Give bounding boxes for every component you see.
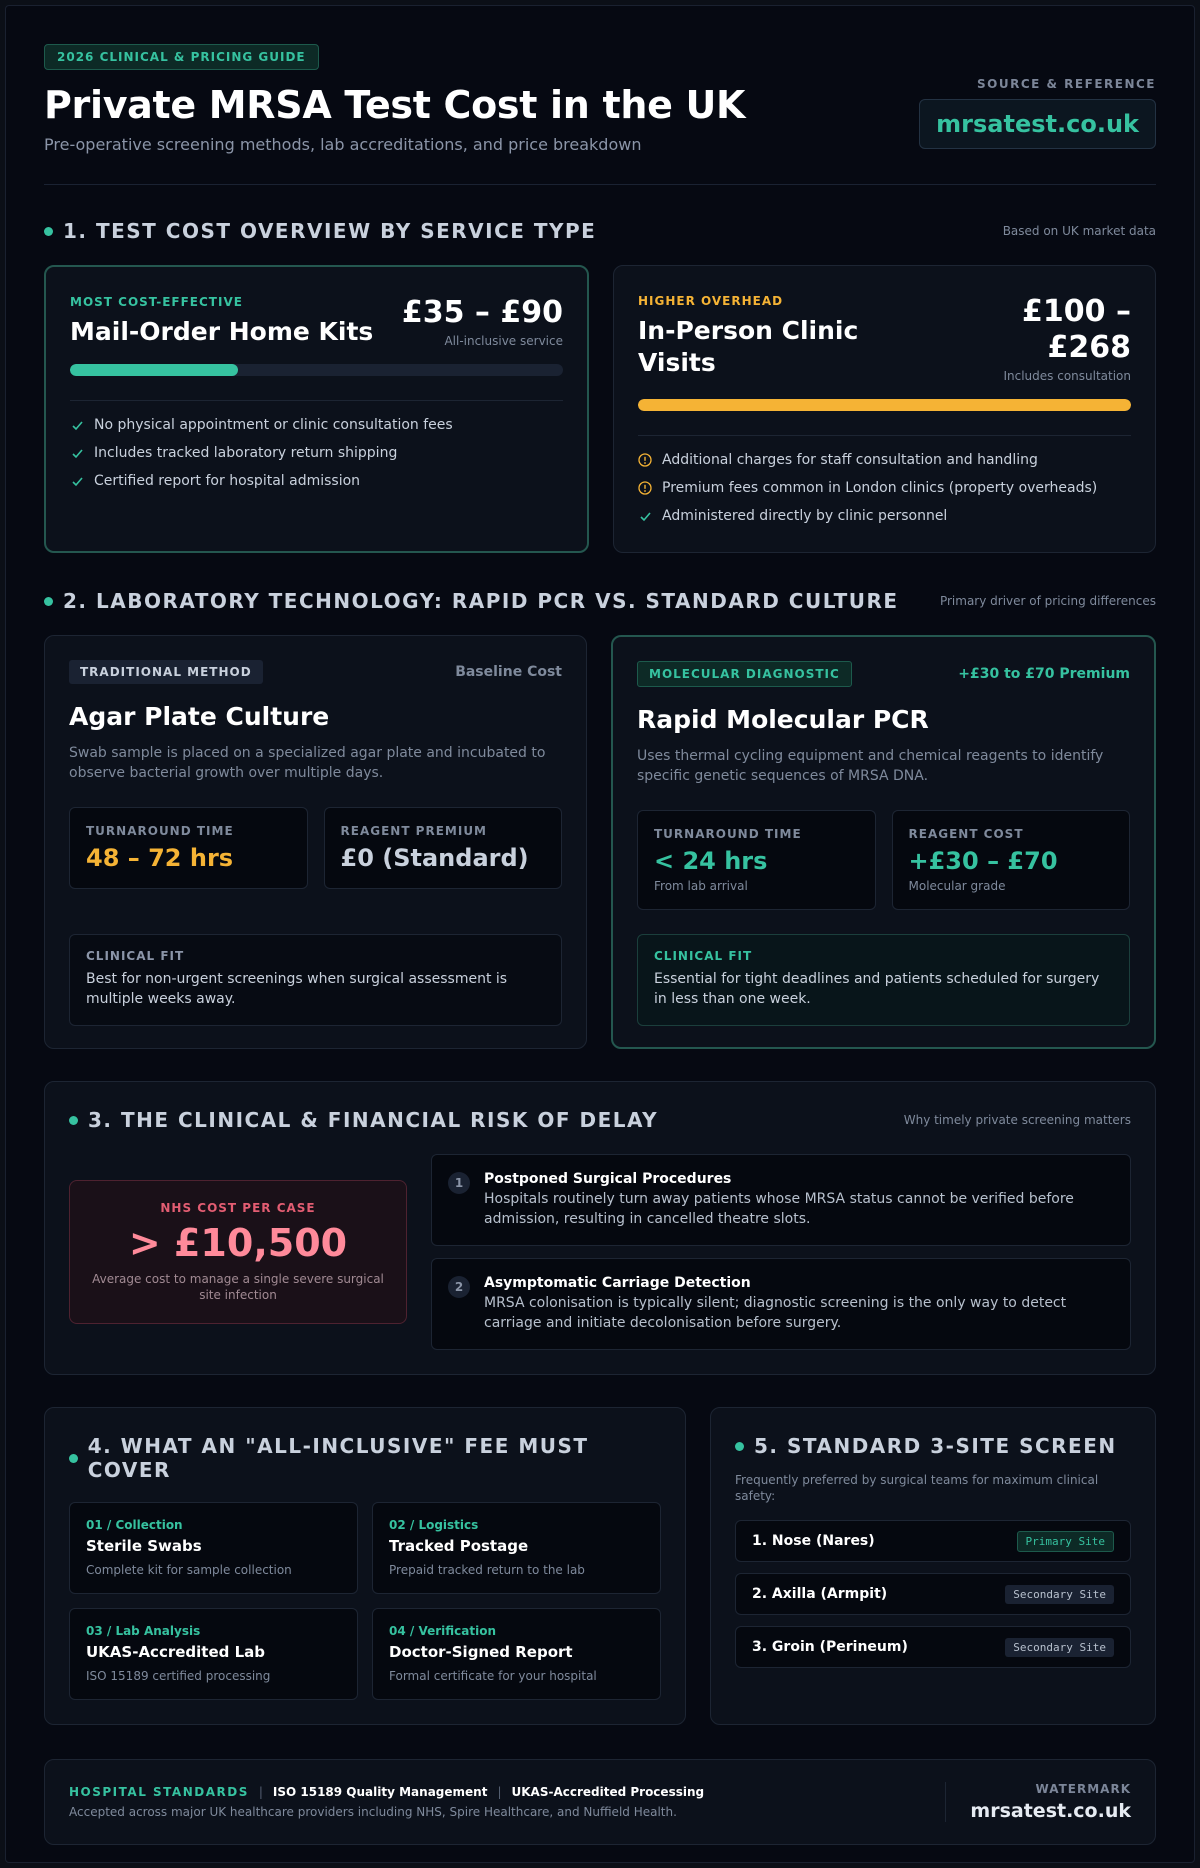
footer-standards-line: HOSPITAL STANDARDS | ISO 15189 Quality Management | UKAS-Accredited Processing [69, 1785, 705, 1799]
clinic-cost-bar [638, 399, 1131, 411]
metric-sub: From lab arrival [654, 879, 748, 893]
feature-item [638, 452, 1131, 468]
section-2-title-wrap [44, 589, 899, 613]
culture-metrics [69, 807, 562, 889]
clinic-top [638, 294, 1131, 383]
site-name: 1. Nose (Nares) [752, 1533, 875, 1549]
feature-item [638, 480, 1131, 496]
fee-tile [372, 1608, 661, 1700]
culture-tag: Baseline Cost [455, 664, 562, 680]
section-1-note: Based on UK market data [1002, 224, 1156, 238]
footer [44, 1759, 1156, 1845]
pcr-turnaround [637, 810, 876, 910]
feature-text: Includes tracked laboratory return shipping [94, 445, 398, 461]
bullet-dot-icon [69, 1116, 78, 1125]
culture-badge: TRADITIONAL METHOD [69, 660, 263, 684]
page-title: Private MRSA Test Cost in the UK [44, 83, 746, 127]
bullet-dot-icon [44, 597, 53, 606]
clinic-price [1003, 294, 1131, 366]
metric-label: TURNAROUND TIME [86, 824, 234, 838]
check-icon [70, 418, 84, 432]
nhs-cost-value: > £10,500 [128, 1221, 348, 1265]
pcr-top [637, 661, 1130, 687]
site-name: 3. Groin (Perineum) [752, 1639, 908, 1655]
fee-desc: Complete kit for sample collection [86, 1563, 292, 1577]
feature-text: Administered directly by clinic personnel [662, 508, 948, 524]
fee-desc: ISO 15189 certified processing [86, 1669, 271, 1683]
footer-standard-iso: ISO 15189 Quality Management [272, 1785, 488, 1799]
home-kit-price: £35 – £90 [401, 295, 563, 330]
home-kit-heading [70, 295, 373, 348]
fit-label: CLINICAL FIT [654, 949, 753, 963]
check-icon [70, 474, 84, 488]
fee-kicker: 03 / Lab Analysis [86, 1624, 201, 1638]
metric-label: REAGENT COST [908, 827, 1024, 841]
inclusive-fee-card [44, 1407, 686, 1725]
check-icon [638, 509, 652, 523]
clinic-divider [638, 435, 1131, 436]
list-item [735, 1520, 1131, 1562]
pcr-metrics [637, 810, 1130, 910]
pcr-badge: MOLECULAR DIAGNOSTIC [637, 661, 852, 687]
section-5-title-wrap [735, 1434, 1117, 1458]
fit-text: Essential for tight deadlines and patients scheduled for surgery in less than one week. [654, 971, 1100, 1007]
site-tag: Secondary Site [1005, 1585, 1114, 1604]
home-kit-top [70, 295, 563, 348]
fee-kicker: 02 / Logistics [389, 1518, 479, 1532]
section-1-title: 1. TEST COST OVERVIEW BY SERVICE TYPE [63, 219, 597, 243]
warning-icon [638, 453, 652, 467]
clinic-visit-card [613, 265, 1156, 553]
home-kit-price-note: All-inclusive service [444, 334, 563, 348]
feature-item [70, 417, 563, 433]
fee-kicker: 04 / Verification [389, 1624, 496, 1638]
section-5-header [735, 1434, 1131, 1458]
risk-text: MRSA colonisation is typically silent; diagnostic screening is the only way to detect carriage and initiate decolonisation before surgery. [484, 1295, 1067, 1331]
fee-desc: Formal certificate for your hospital [389, 1669, 597, 1683]
page-frame [5, 5, 1195, 1863]
source-label: SOURCE & REFERENCE [977, 77, 1156, 91]
home-kit-card [44, 265, 589, 553]
fee-desc: Prepaid tracked return to the lab [389, 1563, 585, 1577]
pcr-name: Rapid Molecular PCR [637, 705, 929, 734]
metric-sub: Molecular grade [908, 879, 1006, 893]
fee-name: Sterile Swabs [86, 1537, 202, 1555]
metric-value: < 24 hrs [654, 847, 768, 875]
culture-reagent [324, 807, 563, 889]
list-item [431, 1154, 1131, 1246]
footer-standard-ukas: UKAS-Accredited Processing [511, 1785, 705, 1799]
home-kit-name: Mail-Order Home Kits [70, 317, 374, 346]
metric-label: TURNAROUND TIME [654, 827, 802, 841]
list-item [431, 1258, 1131, 1350]
section-3-title: 3. THE CLINICAL & FINANCIAL RISK OF DELAY [88, 1108, 659, 1132]
culture-fit [69, 934, 562, 1026]
risk-title: Postponed Surgical Procedures [484, 1171, 732, 1187]
source-site-link[interactable]: mrsatest.co.uk [919, 99, 1156, 149]
section-1-title-wrap [44, 219, 596, 243]
fee-and-sites-row [44, 1407, 1156, 1725]
fee-name: Tracked Postage [389, 1537, 529, 1555]
warning-icon [638, 481, 652, 495]
section-4-header [69, 1434, 661, 1482]
section-4-title: 4. WHAT AN "ALL-INCLUSIVE" FEE MUST COVER [87, 1434, 589, 1482]
clinic-cost-bar-fill [638, 399, 1131, 411]
footer-left [69, 1785, 704, 1819]
site-name: 2. Axilla (Armpit) [752, 1586, 888, 1602]
bullet-dot-icon [44, 227, 53, 236]
clinic-price-line1: £100 – [1022, 294, 1131, 329]
site-intro: Frequently preferred by surgical teams for maximum clinical safety: [735, 1473, 1099, 1503]
culture-desc: Swab sample is placed on a specialized agar plate and incubated to observe bacterial growth over multiple days. [69, 745, 546, 781]
culture-card [44, 635, 587, 1049]
risk-title: Asymptomatic Carriage Detection [484, 1275, 751, 1291]
fee-name: UKAS-Accredited Lab [86, 1643, 266, 1661]
list-item [735, 1573, 1131, 1615]
fee-tile [372, 1502, 661, 1594]
page-subtitle: Pre-operative screening methods, lab accreditations, and price breakdown [44, 135, 642, 154]
fit-text: Best for non-urgent screenings when surgical assessment is multiple weeks away. [86, 971, 508, 1007]
metric-value: 48 – 72 hrs [86, 844, 234, 872]
pcr-reagent [892, 810, 1131, 910]
footer-sub: Accepted across major UK healthcare providers including NHS, Spire Healthcare, and Nuffield Health. [69, 1805, 677, 1819]
home-kit-kicker: MOST COST-EFFECTIVE [70, 295, 243, 309]
clinic-name-line2: Visits [638, 348, 716, 377]
feature-item [70, 473, 563, 489]
lab-tech-row [44, 635, 1156, 1049]
pcr-card [611, 635, 1156, 1049]
bullet-dot-icon [735, 1442, 744, 1451]
metric-label: REAGENT PREMIUM [340, 824, 488, 838]
clinic-features [638, 452, 1131, 524]
nhs-cost-label: NHS COST PER CASE [160, 1201, 316, 1215]
footer-standards-label: HOSPITAL STANDARDS [69, 1785, 249, 1799]
home-kit-price-wrap [402, 295, 563, 348]
home-kit-cost-bar [70, 364, 563, 376]
clinic-price-line2: £268 [1047, 330, 1131, 365]
pcr-fit [637, 934, 1130, 1026]
three-site-screen-card [710, 1407, 1156, 1725]
culture-name: Agar Plate Culture [69, 702, 330, 731]
fee-tile [69, 1502, 358, 1594]
site-tag: Primary Site [1017, 1531, 1114, 1552]
watermark-label: WATERMARK [1035, 1782, 1131, 1796]
section-4-title-wrap [69, 1434, 661, 1482]
header-divider [44, 184, 1156, 185]
clinic-name [638, 315, 858, 379]
clinic-heading [638, 294, 858, 379]
pcr-desc: Uses thermal cycling equipment and chemical reagents to identify specific genetic sequences of MRSA DNA. [637, 748, 1104, 784]
metric-value: £0 (Standard) [340, 844, 529, 872]
culture-turnaround [69, 807, 308, 889]
culture-top [69, 660, 562, 684]
fee-name: Doctor-Signed Report [389, 1643, 573, 1661]
risk-text: Hospitals routinely turn away patients whose MRSA status cannot be verified before admission, resulting in cancelled theatre slots. [484, 1191, 1074, 1227]
section-3-title-wrap [69, 1108, 658, 1132]
number-badge: 1 [448, 1172, 470, 1194]
number-badge: 2 [448, 1276, 470, 1298]
section-2-title: 2. LABORATORY TECHNOLOGY: RAPID PCR VS. STANDARD CULTURE [63, 589, 899, 613]
feature-text: Certified report for hospital admission [94, 473, 361, 489]
clinic-price-wrap [1003, 294, 1131, 383]
section-3-note: Why timely private screening matters [903, 1113, 1131, 1127]
risk-list [431, 1154, 1131, 1350]
section-3-header [69, 1108, 1131, 1132]
clinic-kicker: HIGHER OVERHEAD [638, 294, 784, 308]
fit-label: CLINICAL FIT [86, 949, 185, 963]
fee-tile [69, 1608, 358, 1700]
bullet-dot-icon [69, 1454, 78, 1463]
fee-grid [69, 1502, 661, 1700]
nhs-cost-box [69, 1180, 407, 1324]
feature-item [70, 445, 563, 461]
metric-value: +£30 – £70 [908, 847, 1058, 875]
nhs-cost-sub: Average cost to manage a single severe surgical site infection [92, 1272, 384, 1302]
header-left [44, 44, 745, 154]
feature-text: No physical appointment or clinic consultation fees [94, 417, 453, 433]
risk-of-delay-card [44, 1081, 1156, 1375]
footer-watermark [945, 1782, 1131, 1822]
fee-kicker: 01 / Collection [86, 1518, 183, 1532]
risk-item-content [484, 1171, 1114, 1229]
risk-item-content [484, 1275, 1114, 1333]
feature-text: Premium fees common in London clinics (property overheads) [662, 480, 1098, 496]
clinic-name-line1: In-Person Clinic [638, 316, 859, 345]
feature-item [638, 508, 1131, 524]
clinic-price-note: Includes consultation [1003, 369, 1131, 383]
watermark-site-link[interactable]: mrsatest.co.uk [970, 1800, 1131, 1822]
pcr-tag: +£30 to £70 Premium [958, 666, 1130, 682]
section-2-header [44, 589, 1156, 613]
source-box [919, 44, 1156, 149]
page-header [44, 44, 1156, 154]
risk-body [69, 1154, 1131, 1350]
guide-badge: 2026 CLINICAL & PRICING GUIDE [44, 44, 319, 70]
cost-overview-row [44, 265, 1156, 553]
list-item [735, 1626, 1131, 1668]
home-kit-features [70, 417, 563, 489]
section-1-header [44, 219, 1156, 243]
check-icon [70, 446, 84, 460]
feature-text: Additional charges for staff consultation and handling [662, 452, 1038, 468]
site-tag: Secondary Site [1005, 1638, 1114, 1657]
home-kit-cost-bar-fill [70, 364, 238, 376]
section-2-note: Primary driver of pricing differences [939, 594, 1156, 608]
section-5-title: 5. STANDARD 3-SITE SCREEN [754, 1434, 1117, 1458]
home-kit-divider [70, 400, 563, 401]
